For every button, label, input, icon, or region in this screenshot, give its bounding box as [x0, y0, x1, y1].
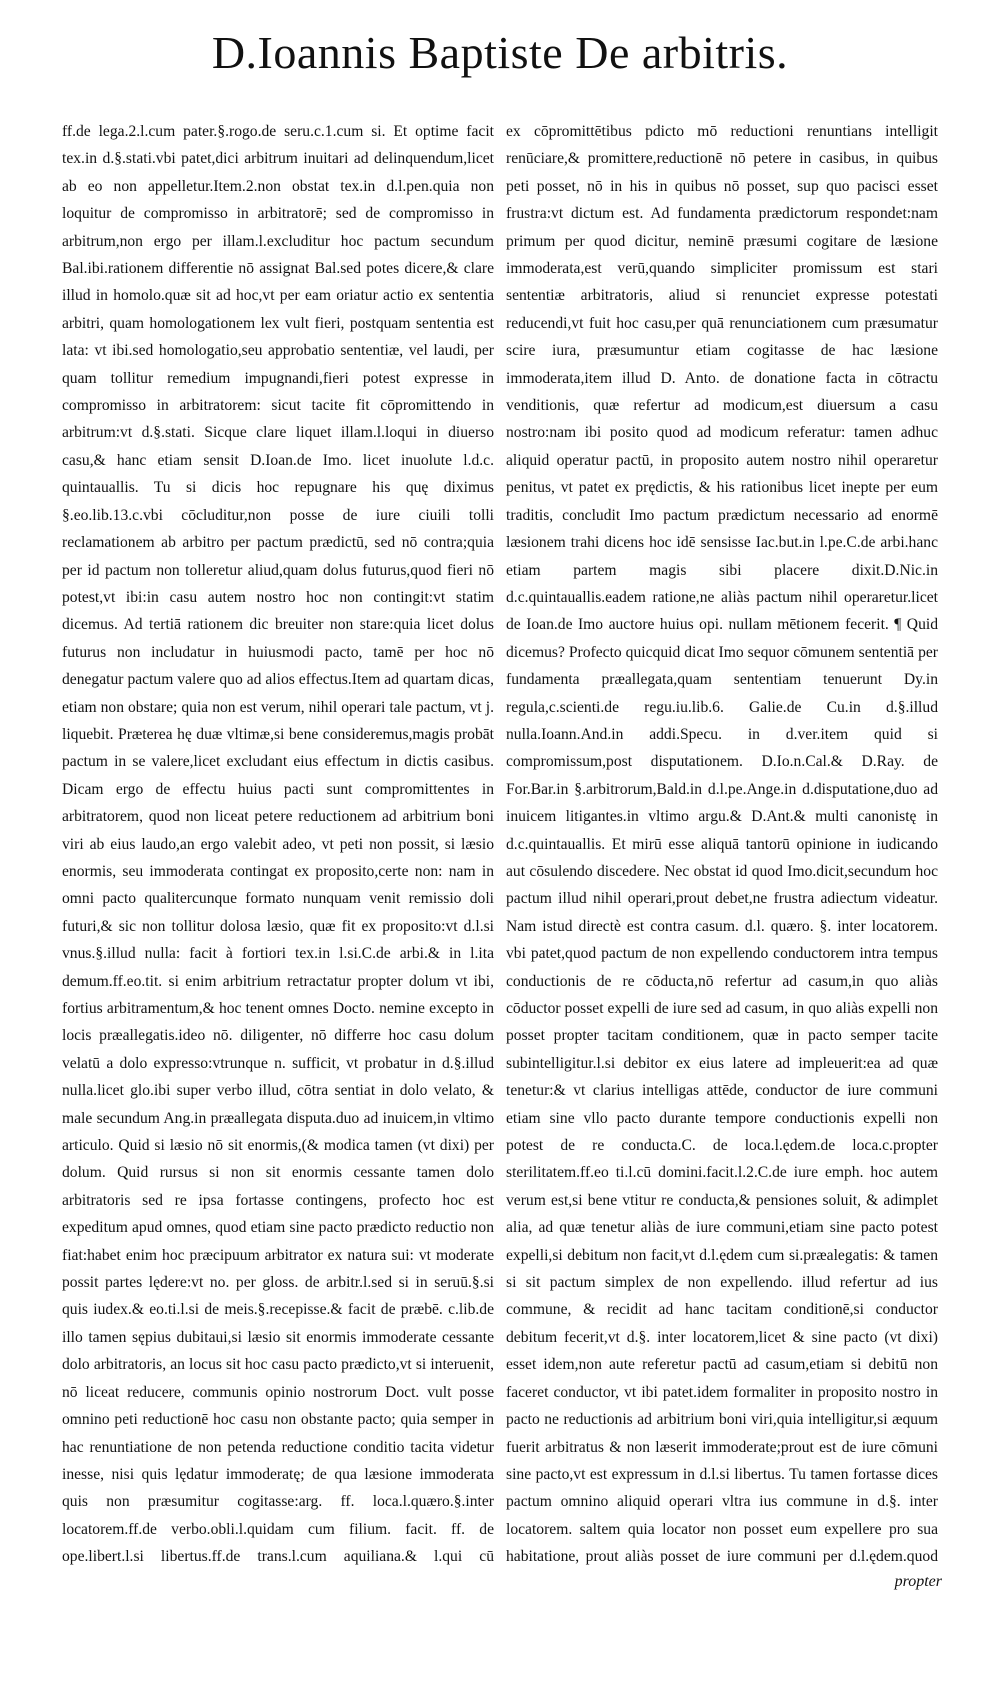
left-text-column	[62, 118, 494, 1568]
running-title: D.Ioannis Baptiste De arbitris.	[211, 27, 789, 78]
catchword: propter	[894, 1573, 942, 1590]
right-text-column	[506, 118, 938, 1568]
left-column-text: ff.de lega.2.l.cum pater.§.rogo.de seru.c.1.cum si. Et optime facit tex.in d.§.stati.vbi patet,dici arbitrum inuitari ad delinquendum,licet ab eo non appelletur.Item.2.non obstat tex.in d.l.pen.quia non loquitur de compromisso in arbitratorē; sed de compromisso in arbitrum,non ergo per illam.l.excluditur hoc pactum secundum Bal.ibi.rationem differentie nō assignat Bal.sed potes dicere,& clare illud in homolo.quæ sit ad hoc,vt per eam oriatur actio ex sententia arbitri, quam homologationem lex vult fieri, postquam sententia est lata: vt ibi.sed homologatio,seu approbatio sententiæ, vel laudi, per quam tollitur remedium impugnandi,fieri potest expresse in compromisso in arbitratorem: sicut tacite fit cōpromittendo in arbitrum:vt d.§.stati. Sicque clare liquet illam.l.loqui in diuerso casu,& hanc etiam sensit D.Ioan.de Imo. licet inuolute l.d.c. quintauallis. Tu si dicis hoc repugnare his quę diximus §.eo.lib.13.c.vbi cōcluditur,non posse de iure ciuili tolli reclamationem ab arbitro per pactum prædictū, sed nō contra;quia per id pactum non tolleretur aliud,quam dolus futurus,quod fieri nō potest,vt ibi:in casu autem nostro hoc non contingit:vt statim dicemus. Ad tertiā rationem dic breuiter non stare:quia licet dolus futurus non includatur in huiusmodi pacto, tamē per hoc nō denegatur pactum valere quo ad alios effectus.Item ad quartam dicas, etiam non obstare; quia non est verum, nihil operari tale pactum, vt j. liquebit. Præterea hę duæ vltimæ,si bene consideremus,magis probāt pactum in se valere,licet excludant eius effectum in dictis casibus. Dicam ergo de effectu huius pacti sunt compromittentes in arbitratorem, quod non liceat petere reductionem ad arbitrium boni viri ab eius laudo,an ergo valebit adeo, vt peti non possit, si læsio enormis, seu immoderata contingat ex proposito,certe non: nam in omni pacto qualitercunque formato nunquam venit remissio doli futuri,& sic non tollitur dolosa læsio, quæ fit ex proposito:vt d.l.si vnus.§.illud nulla: facit à fortiori tex.in l.si.C.de arbi.& in l.ita demum.ff.eo.tit. si enim arbitrium retractatur propter dolum vt ibi, fortius arbitramentum,& hoc tenent omnes Docto. nemine excepto in locis præallegatis.ideo nō. diligenter, nō differre hoc casu dolum velatū a dolo expresso:vtrunque n. sufficit, vt probatur in d.§.illud nulla.licet glo.ibi super verbo illud, cōtra sentiat in dolo velato, & male secundum Ang.in præallegata disputa.duo ad inuicem,in vltimo articulo. Quid si læsio nō sit enormis,(& modica tamen (vt dixi) per dolum. Quid rursus si non sit enormis cessante tamen dolo arbitratoris sed re ipsa fortasse contingens, profecto hoc est expeditum apud omnes, quod etiam sine pacto prædicto reductio non fiat:habet enim hoc præcipuum arbitrator ex natura sui: vt moderate possit partes lędere:vt no. per gloss. de arbitr.l.sed si in seruū.§.si quis iudex.& eo.ti.l.si de meis.§.recepisse.& facit de præbē. c.lib.de illo tamen sępius dubitaui,si læsio sit enormis immoderate cessante dolo arbitratoris, an locus sit hoc casu pacto prædicto,vt si interuenit, nō liceat reducere, communis opinio nostrorum Doct. vult posse omnino peti reductionē hoc casu non obstante pacto; quia semper in hac renuntiatione de non petenda reductione conditio tacita videtur inesse, nisi quis lędatur immoderatę; de qua læsione immoderata quis non præsumitur cogitasse:arg. ff. loca.l.quæro.§.inter locatorem.ff.de verbo.obli.l.quidam cum filium. facit. ff. de ope.libert.l.si libertus.ff.de trans.l.cum aquiliana.& l.qui cū	[62, 123, 494, 1566]
right-column-text: ex cōpromittētibus pdicto mō reductioni renuntians intelligit renūciare,& promittere,reductionē nō petere in casibus, in quibus peti posset, nō in his in quibus nō posset, sup quo pacisci esset frustra:vt dictum est. Ad fundamenta prædictorum respondet:nam primum per quod dicitur, neminē præsumi cogitare de læsione immoderata,est verū,quando simpliciter promissum est stari sententiæ arbitratoris, aliud si renunciet expresse potestati reducendi,vt fuit hoc casu,per quā renunciationem cum præsumatur scire iura, præsumuntur etiam cogitasse de hac læsione immoderata,item illud D. Anto. de donatione facta in cōtractu venditionis, quæ refertur ad modicum,est diuersum a casu nostro:nam ibi posito quod ad modicum referatur: tamen adhuc aliquid operatur pactū, in proposito autem nostro nihil operaretur penitus, vt patet ex prędictis, & his rationibus licet inepte per eum traditis, concludit Imo pactum prædictum necessario ad enormē læsionem trahi dicens hoc idē sensisse Iac.but.in l.pe.C.de arbi.hanc etiam partem magis sibi placere dixit.D.Nic.in d.c.quintauallis.eadem ratione,ne aliàs pactum nihil operaretur.licet de Ioan.de Imo auctore huius opi. nullam mētionem fecerit. ¶ Quid dicemus? Profecto quicquid dicat Imo sequor cōmunem sententiā per fundamenta præallegata,quam sententiam tenuerunt Dy.in regula,c.scienti.de regu.iu.lib.6. Galie.de Cu.in d.§.illud nulla.Ioann.And.in addi.Specu. in d.ver.item quid si compromissum,post disputationem. D.Io.n.Cal.& D.Ray. de For.Bar.in §.arbitrorum,Bald.in d.l.pe.Ange.in d.disputatione,duo ad inuicem litigantes.in vltimo argu.& D.Ant.& multi canonistę in d.c.quintauallis. Et mirū esse aliquā tantorū opinione in iudicando aut cōsulendo discedere. Nec obstat id quod Imo.dicit,secundum hoc pactum illud nihil operari,prout debet,ne frustra adiectum videatur. Nam istud directè est contra casum. d.l. quæro. §. inter locatorem. vbi patet,quod pactum de non expellendo conductorem intra tempus conductionis de re cōducta,nō refertur ad casum,in quo aliàs cōductor posset expelli de iure sed ad casum, in quo aliàs expelli non posset propter tacitam conditionem, quæ in pacto semper tacite subintelligitur.l.si debitor ex eius latere ad impleuerit:ea ad quæ tenetur:& vt clarius intelligas attēde, conductor de iure communi etiam sine vllo pacto durante tempore conductionis expelli non potest de re conducta.C. de loca.l.ędem.de loca.c.propter sterilitatem.ff.eo ti.l.cū domini.facit.l.2.C.de iure emph. hoc autem verum est,si bene vtitur re conducta,& pensiones soluit, & adimplet alia, ad quæ tenetur aliàs de iure communi,etiam sine pacto potest expelli,si debitum non facit,vt d.l.ędem cum si.præalegatis: & tamen si sit pactum simplex de non expellendo. illud refertur ad ius commune, & recidit ad hanc tacitam conditionē,si conductor debitum fecerit,vt d.§. inter locatorem,licet & sine pacto (vt dixi) esset idem,non aute referetur pactū ad casum,etiam si debitū non faceret conductor, vt ibi patet.idem formaliter in proposito nostro in pacto ne reductionis ad arbitrium boni viri,quia intelligitur,si æquum fuerit arbitratus & non læserit immoderate;prout est de iure cōmuni sine pacto,vt est expressum in d.l.si libertus. Tu tamen fortasse dices pactum omnino aliquid operari vltra ius commune in d.§. inter locatorem. saltem quia locator non posset eum expellere pro sua habitatione, prout aliàs posset de iure communi per d.l.ędem.quod	[506, 123, 938, 1566]
